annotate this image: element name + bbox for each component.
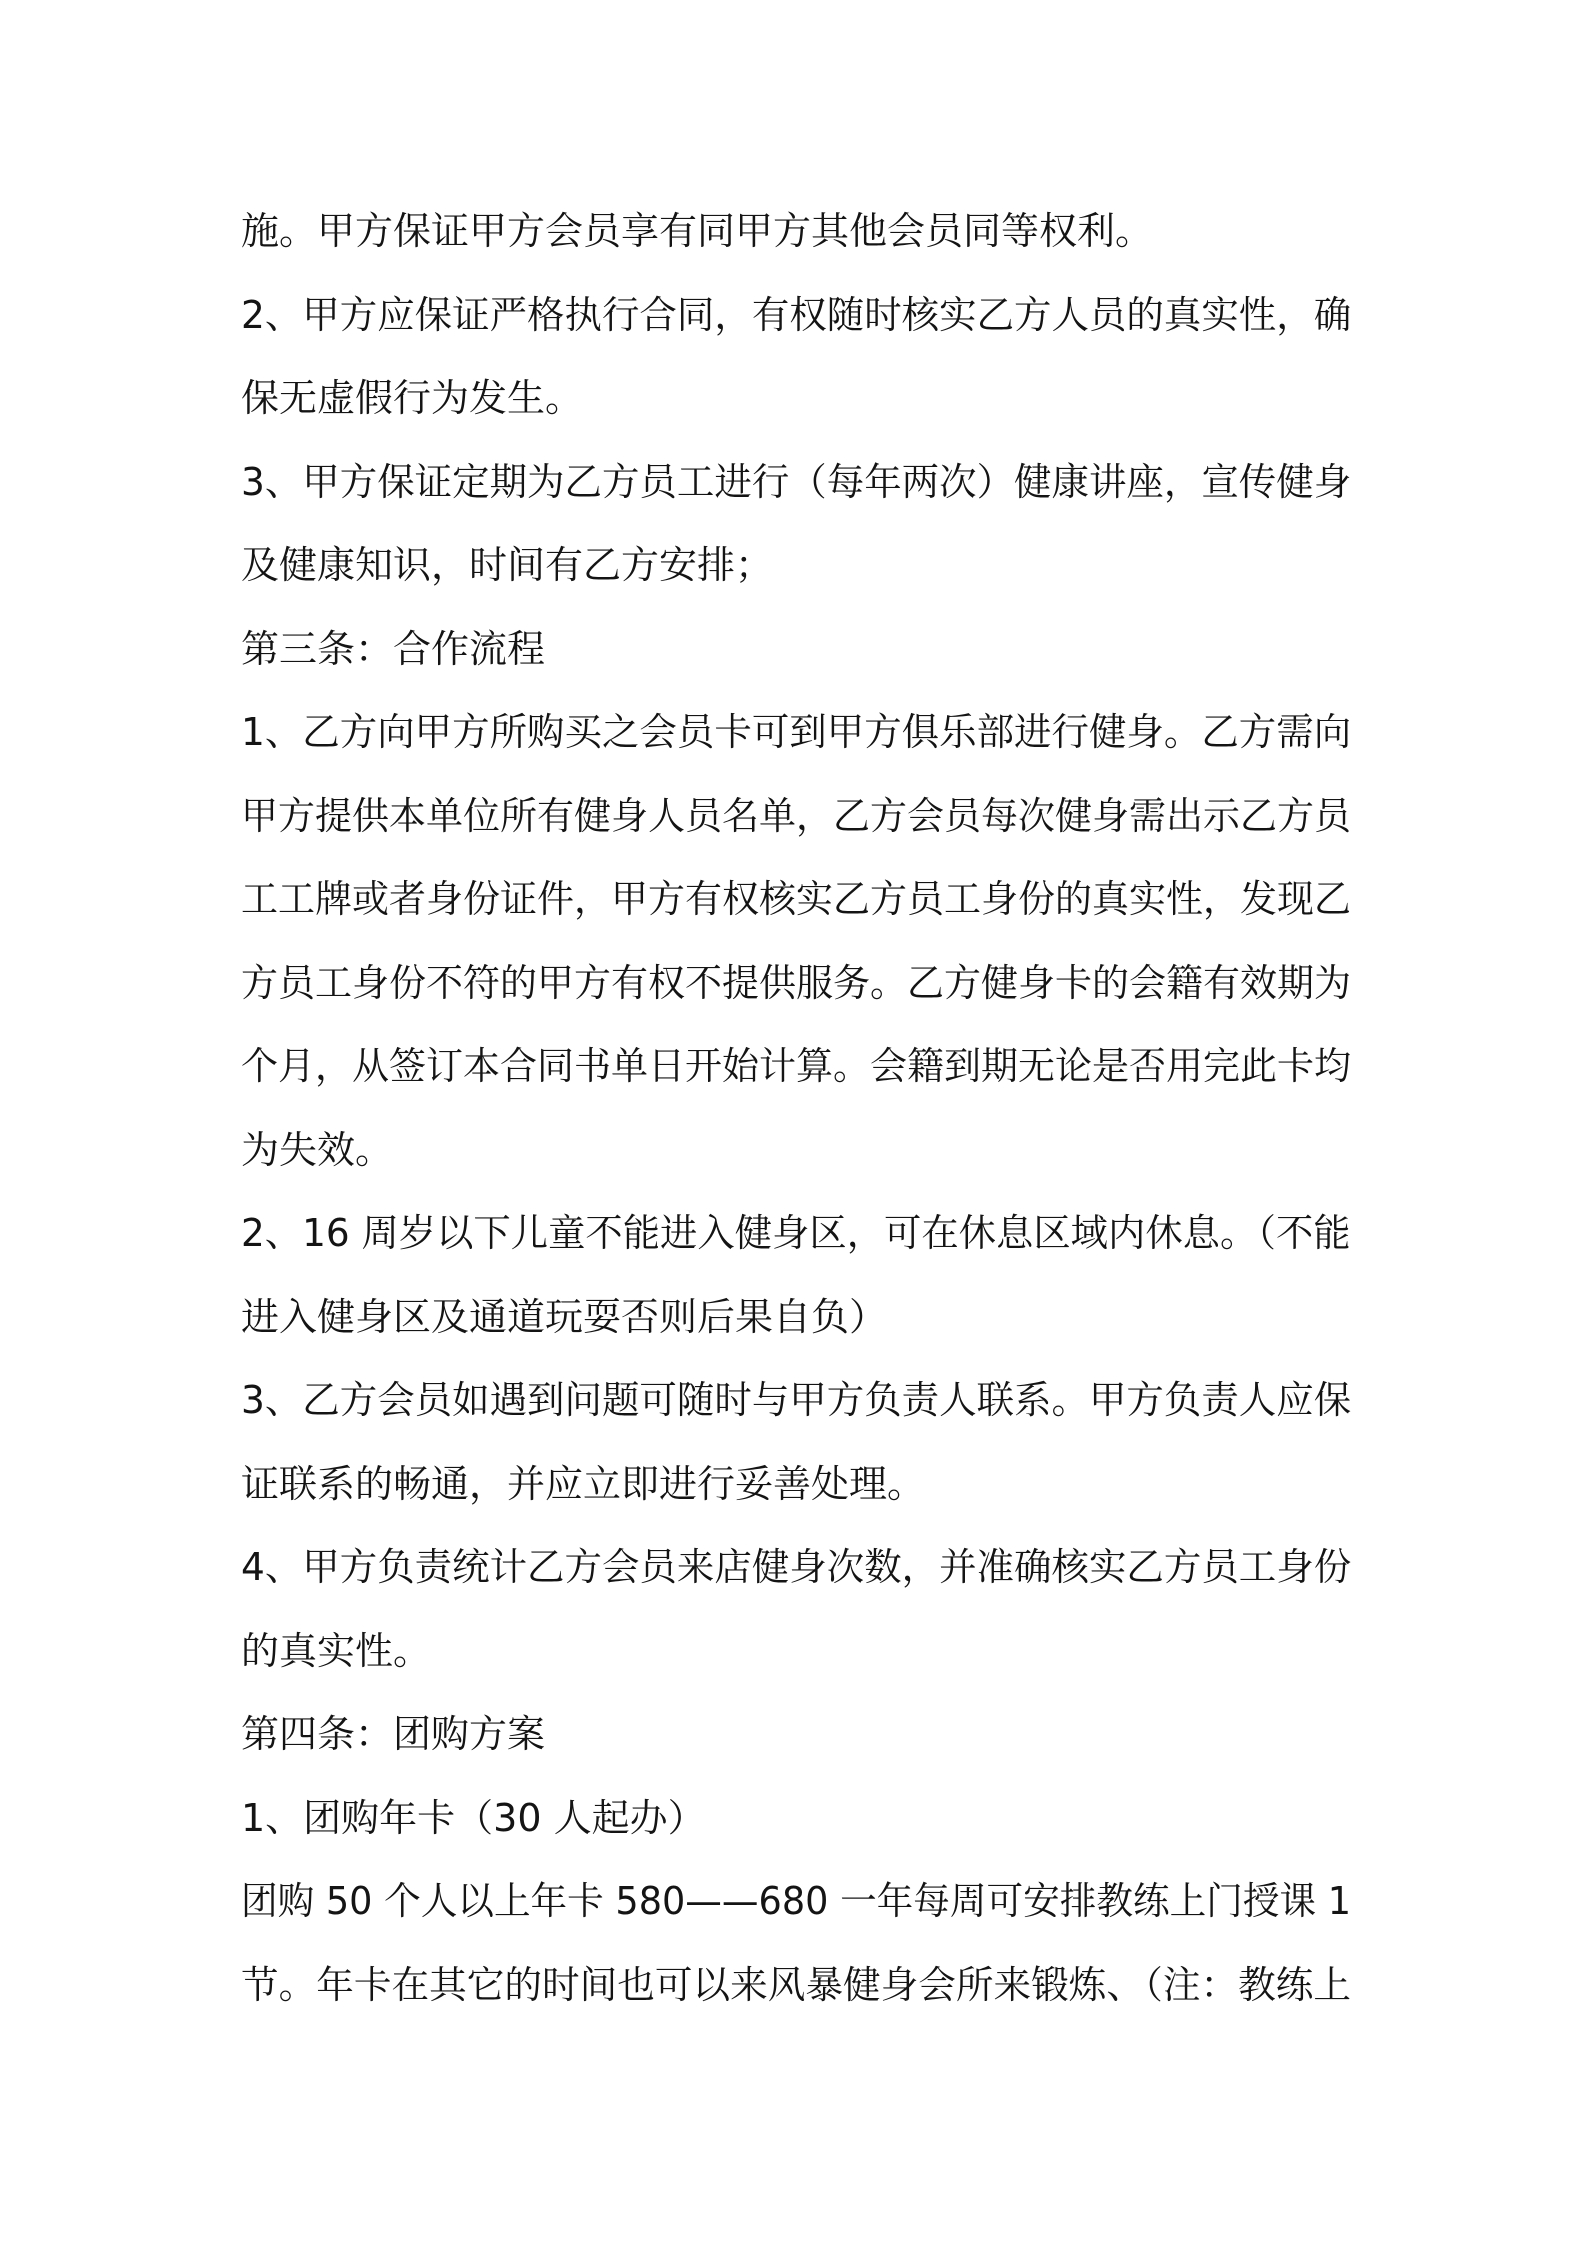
- paragraph: [241, 608, 1351, 692]
- text-line: 节。年卡在其它的时间也可以来风暴健身会所来锻炼、（注：教练上: [241, 1962, 1352, 2007]
- text-line: 4、甲方负责统计乙方会员来店健身次数，并准确核实乙方员工身份: [241, 1545, 1352, 1589]
- paragraph: [241, 1860, 1351, 2027]
- paragraph: [241, 274, 1351, 441]
- text-line: 1、团购年卡（30 人起办）: [241, 1795, 706, 1840]
- text-line: 2、16 周岁以下儿童不能进入健身区，可在休息区域内休息。（不能: [241, 1211, 1351, 1255]
- text-line: 第三条：合作流程: [241, 626, 546, 671]
- text-line: 3、甲方保证定期为乙方员工进行（每年两次）健康讲座，宣传健身: [241, 459, 1352, 504]
- text-line: 3、乙方会员如遇到问题可随时与甲方负责人联系。甲方负责人应保: [241, 1378, 1352, 1422]
- paragraph: [241, 190, 1351, 274]
- paragraph: [241, 1359, 1351, 1526]
- text-line: 证联系的畅通，并应立即进行妥善处理。: [241, 1461, 926, 1506]
- text-line: 个月，从签订本合同书单日开始计算。会籍到期无论是否用完此卡均: [241, 1044, 1352, 1088]
- paragraph: [241, 1693, 1351, 1777]
- text-line: 甲方提供本单位所有健身人员名单，乙方会员每次健身需出示乙方员: [241, 793, 1352, 838]
- text-line: 2、甲方应保证严格执行合同，有权随时核实乙方人员的真实性，确: [241, 292, 1352, 337]
- text-line: 保无虚假行为发生。: [241, 376, 584, 420]
- text-line: 团购 50 个人以上年卡 580——680 一年每周可安排教练上门授课 1: [241, 1879, 1351, 1923]
- text-line: 1、乙方向甲方所购买之会员卡可到甲方俱乐部进行健身。乙方需向: [241, 710, 1352, 754]
- text-line: 及健康知识，时间有乙方安排；: [241, 543, 774, 587]
- text-line: 第四条：团购方案: [241, 1712, 546, 1756]
- document-body: [241, 190, 1351, 2027]
- paragraph: [241, 1777, 1351, 1861]
- paragraph: [241, 1192, 1351, 1359]
- text-line: 工工牌或者身份证件，甲方有权核实乙方员工身份的真实性，发现乙: [241, 877, 1352, 921]
- text-line: 方员工身份不符的甲方有权不提供服务。乙方健身卡的会籍有效期为: [241, 960, 1352, 1005]
- paragraph: [241, 691, 1351, 1192]
- text-line: 施。甲方保证甲方会员享有同甲方其他会员同等权利。: [241, 209, 1154, 253]
- text-line: 进入健身区及通道玩耍否则后果自负）: [241, 1294, 888, 1339]
- text-line: 为失效。: [241, 1127, 394, 1172]
- paragraph: [241, 441, 1351, 608]
- paragraph: [241, 1526, 1351, 1693]
- text-line: 的真实性。: [241, 1628, 432, 1673]
